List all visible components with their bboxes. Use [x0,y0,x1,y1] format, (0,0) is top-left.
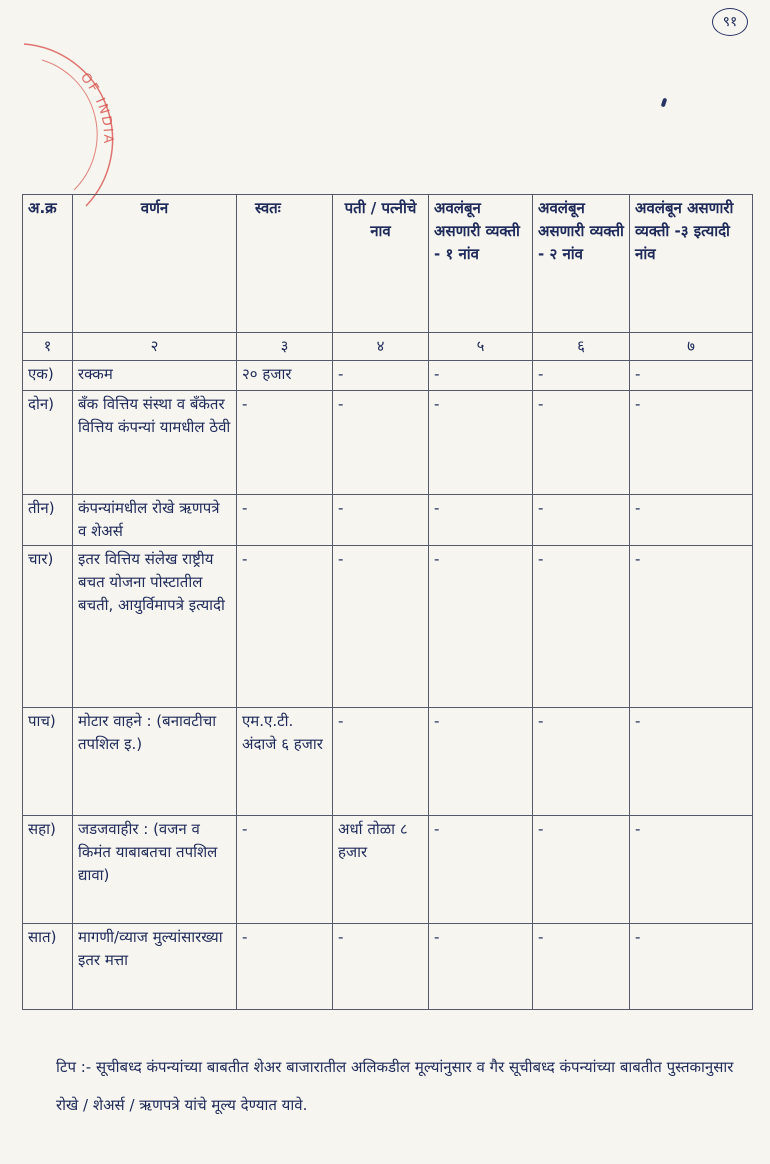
table-row [23,816,753,924]
row-value-self: - [237,391,333,495]
row-value-self: एम.ए.टी. अंदाजे ६ हजार [237,708,333,816]
table-row [23,495,753,546]
row-value-dependent-1: - [429,391,533,495]
row-value-self: २० हजार [237,361,333,391]
row-value-self: - [237,495,333,546]
column-number: ७ [630,333,753,361]
row-value-dependent-2: - [533,546,630,708]
row-value-dependent-1: - [429,546,533,708]
row-value-spouse: - [333,708,429,816]
row-value-dependent-1: - [429,816,533,924]
header-dependent-1: अवलंबून असणारी व्यक्ती - १ नांव [429,195,533,333]
row-value-dependent-3: - [630,816,753,924]
row-sr-no: सात) [23,924,73,1010]
row-value-self: - [237,816,333,924]
row-description: इतर वित्तिय संलेख राष्ट्रीय बचत योजना पोस्टातील बचती, आयुर्विमापत्रे इत्यादी [73,546,237,708]
row-value-dependent-3: - [630,391,753,495]
row-sr-no: पाच) [23,708,73,816]
row-description: रक्कम [73,361,237,391]
row-value-spouse: - [333,391,429,495]
row-value-dependent-2: - [533,816,630,924]
footnote: टिप :- सूचीबध्द कंपन्यांच्या बाबतीत शेअर बाजारातील अलिकडील मूल्यांनुसार व गैर सूचीबध्द कंपन्यांच्या बाबतीत पुस्तकानुसार रोखे / शेअर्स / ऋणपत्रे यांचे मूल्य देण्यात यावे. [56,1058,734,1114]
row-description: मोटार वाहने : (बनावटीचा तपशिल इ.) [73,708,237,816]
row-value-spouse: - [333,495,429,546]
row-value-dependent-2: - [533,924,630,1010]
column-number: २ [73,333,237,361]
header-dependent-2: अवलंबून असणारी व्यक्ती - २ नांव [533,195,630,333]
row-value-dependent-3: - [630,495,753,546]
row-description: बँक वित्तिय संस्था व बँकेतर वित्तिय कंपन्यां यामधील ठेवी [73,391,237,495]
row-description: कंपन्यांमधील रोखे ऋणपत्रे व शेअर्स [73,495,237,546]
official-stamp-seal [20,40,116,210]
row-value-dependent-1: - [429,708,533,816]
page-number: ९१ [712,8,748,36]
table-row [23,361,753,391]
row-value-dependent-2: - [533,361,630,391]
column-number: ५ [429,333,533,361]
row-value-dependent-1: - [429,924,533,1010]
svg-text:OF INDIA: OF INDIA [77,70,116,146]
row-value-dependent-3: - [630,361,753,391]
column-number: ४ [333,333,429,361]
row-value-dependent-3: - [630,546,753,708]
row-value-dependent-3: - [630,708,753,816]
table-row [23,391,753,495]
row-value-spouse: - [333,924,429,1010]
row-value-dependent-3: - [630,924,753,1010]
table-row [23,924,753,1010]
header-spouse-name: पती / पत्नीचे नाव [333,195,429,333]
table-row [23,708,753,816]
row-value-dependent-2: - [533,708,630,816]
row-value-dependent-2: - [533,391,630,495]
header-sr-no: अ.क्र [23,195,73,333]
row-sr-no: चार) [23,546,73,708]
row-value-spouse: - [333,546,429,708]
row-sr-no: दोन) [23,391,73,495]
column-number: १ [23,333,73,361]
column-number-row [23,333,753,361]
row-value-self: - [237,546,333,708]
row-value-self: - [237,924,333,1010]
header-dependent-3: अवलंबून असणारी व्यक्ती -३ इत्यादी नांव [630,195,753,333]
row-sr-no: एक) [23,361,73,391]
ink-mark [661,98,668,108]
column-number: ३ [237,333,333,361]
row-value-spouse: अर्धा तोळा ८ हजार [333,816,429,924]
row-value-dependent-1: - [429,361,533,391]
row-description: जडजवाहीर : (वजन व किमंत याबाबतचा तपशिल द्यावा) [73,816,237,924]
row-value-dependent-1: - [429,495,533,546]
row-value-spouse: - [333,361,429,391]
row-sr-no: तीन) [23,495,73,546]
table-header-row [23,195,753,333]
header-description: वर्णन [73,195,237,333]
column-number: ६ [533,333,630,361]
row-description: मागणी/व्याज मुल्यांसारख्या इतर मत्ता [73,924,237,1010]
table-row [23,546,753,708]
row-value-dependent-2: - [533,495,630,546]
assets-table [22,194,753,1010]
header-self: स्वतः [237,195,333,333]
row-sr-no: सहा) [23,816,73,924]
